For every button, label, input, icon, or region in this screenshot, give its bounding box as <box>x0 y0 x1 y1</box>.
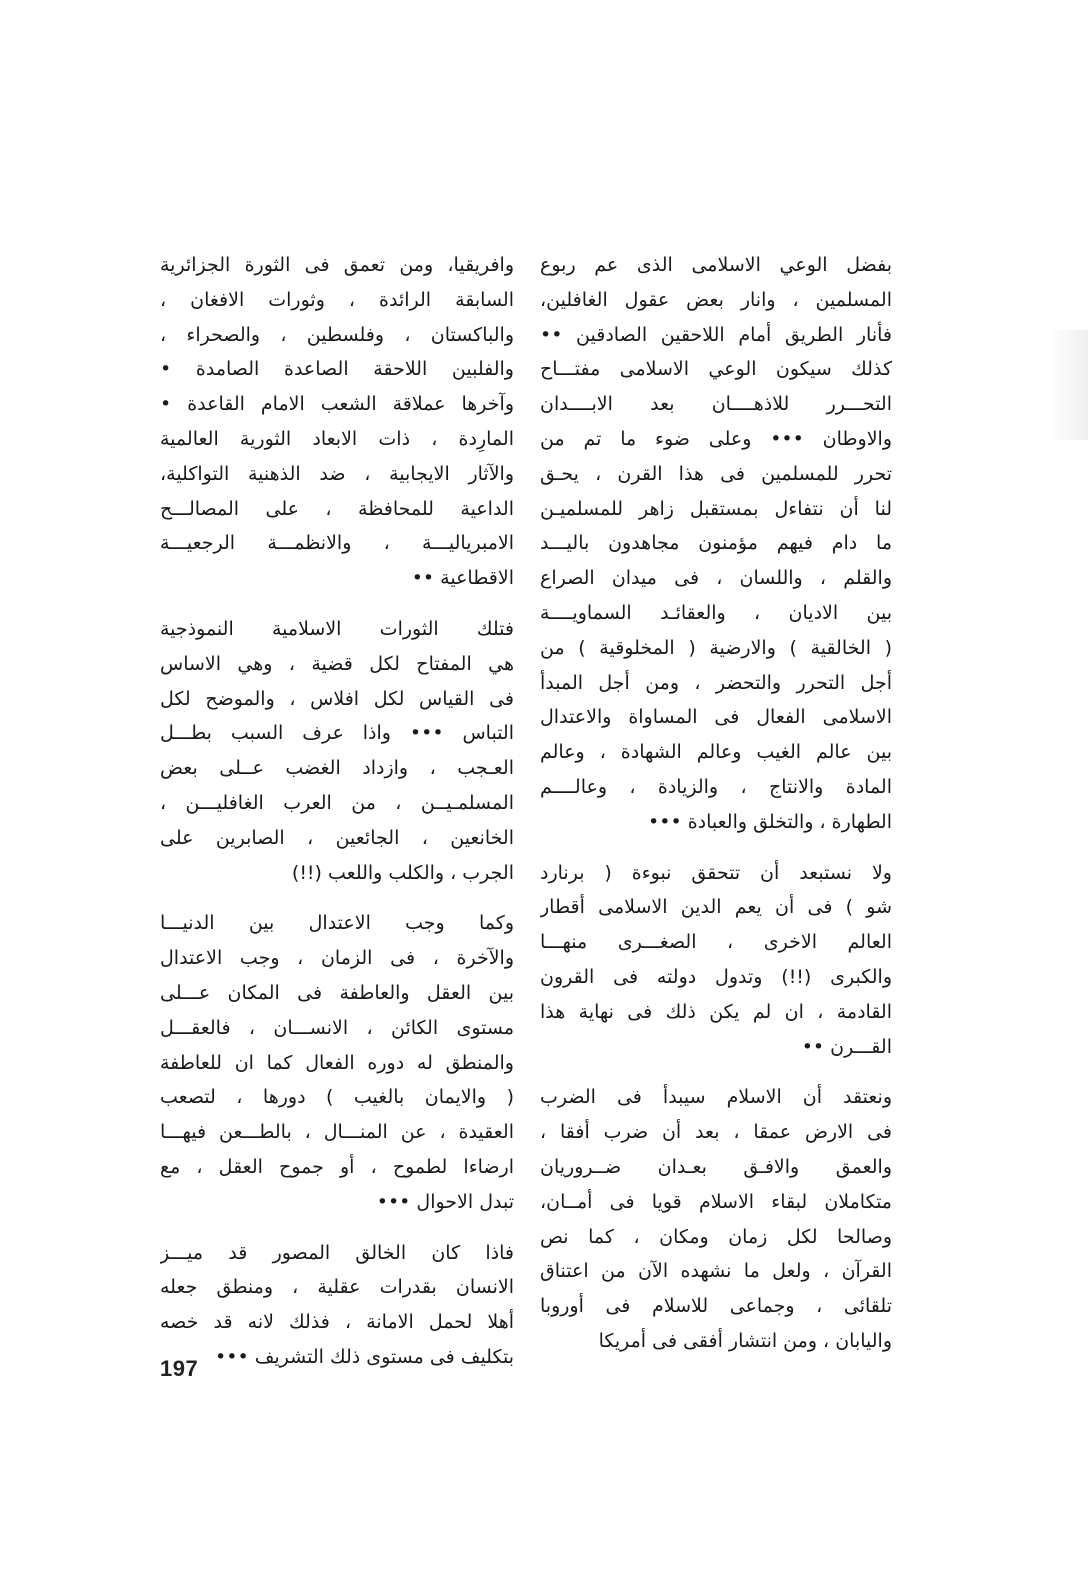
paragraph <box>160 612 514 890</box>
paragraph <box>160 1236 514 1375</box>
paragraph-gap <box>160 890 514 906</box>
text-line: العالم الاخرى ، الصغـــرى منهـــا <box>540 931 892 954</box>
text-line: شو ) فى أن يعم الدين الاسلامى أقطار <box>540 896 892 919</box>
text-line: لنا أن نتفاءل بمستقبل زاهر للمسلميـن <box>540 497 892 520</box>
text-line: الاقطاعية •• <box>411 567 514 590</box>
text-line: السابقة الرائدة ، وثورات الافغان ، <box>160 288 514 311</box>
text-line: والآثار الايجابية ، ضد الذهنية التواكلية، <box>160 462 514 485</box>
text-line: المادة والانتاج ، والزيادة ، وعالــــم <box>540 775 892 798</box>
text-line: كذلك سيكون الوعي الاسلامى مفتـــاح <box>540 358 892 381</box>
text-line: بتكليف فى مستوى ذلك التشريف ••• <box>215 1345 514 1368</box>
paragraph <box>160 248 514 596</box>
text-line: ونعتقد أن الاسلام سيبدأ فى الضرب <box>540 1086 892 1109</box>
text-line: بين الاديان ، والعقائـد السماويــــة <box>540 601 892 624</box>
paragraph-gap <box>540 1064 892 1080</box>
text-line: التباس ••• واذا عرف السبب بطـــل <box>160 722 514 745</box>
text-line: تحرر للمسلمين فى هذا القرن ، يحـق <box>540 462 892 485</box>
text-line: فى القياس لكل افلاس ، والموضح لكل <box>160 687 514 710</box>
text-line: ( الخالقية ) والارضية ( المخلوقية ) من <box>540 636 892 659</box>
text-line: مستوى الكائن ، الانســـان ، فالعقـــل <box>160 1016 514 1039</box>
text-line: وافريقيا، ومن تعمق فى الثورة الجزائرية <box>160 254 514 276</box>
text-line: القرآن ، ولعل ما نشهده الآن من اعتناق <box>540 1260 892 1283</box>
text-line: هي المفتاح لكل قضية ، وهي الاساس <box>160 652 514 675</box>
text-line: والباكستان ، وفلسطين ، والصحراء ، <box>160 323 514 346</box>
paragraph <box>540 856 892 1065</box>
text-line: ارضاءا لطموح ، أو جموح العقل ، مع <box>160 1155 514 1178</box>
text-line: التحـــرر للاذهــــان بعد الابــــدان <box>540 393 892 416</box>
text-line: تبدل الاحوال ••• <box>376 1190 514 1213</box>
text-line: الانسان بقدرات عقلية ، ومنطق جعله <box>160 1276 514 1299</box>
text-line: المسلمـيــن ، من العرب الغافليـــن ، <box>160 791 514 814</box>
text-line: ولا نستبعد أن تتحقق نبوءة ( برنارد <box>540 861 892 884</box>
paragraph-gap <box>160 1220 514 1236</box>
text-line: والقلم ، واللسان ، فى ميدان الصراع <box>540 567 892 590</box>
text-line: وآخرها عملاقة الشعب الامام القاعدة • <box>160 393 514 416</box>
text-line: والعمق والافـق بعـدان ضــروريان <box>540 1155 892 1178</box>
text-line: الامبرياليـــة ، والانظمـــة الرجعيـــة <box>160 532 514 555</box>
paragraph <box>540 1080 892 1358</box>
text-line: الخانعين ، الجائعين ، الصابرين على <box>160 826 514 849</box>
text-line: الداعية للمحافظة ، على المصالـــح <box>160 497 514 520</box>
text-line: تلقائى ، وجماعى للاسلام فى أوروبا <box>540 1295 892 1318</box>
page-edge-shadow <box>1048 330 1088 440</box>
text-line: متكاملان لبقاء الاسلام قويا فى أمــان، <box>540 1190 892 1213</box>
text-line: العـجب ، وازداد الغضب عــلى بعض <box>160 757 514 780</box>
text-line: بفضل الوعي الاسلامى الذى عم ربوع <box>540 254 892 276</box>
text-line: المارِدة ، ذات الابعاد الثورية العالمية <box>160 427 514 450</box>
text-line: فتلك الثورات الاسلامية النموذجية <box>160 617 514 640</box>
text-line: والفلبين اللاحقة الصاعدة الصامدة • <box>160 358 514 381</box>
right-column <box>540 248 892 1359</box>
text-line: القـــرن •• <box>801 1035 892 1058</box>
text-line: بين عالم الغيب وعالم الشهادة ، وعالم <box>540 741 892 764</box>
text-line: والكبرى (!!) وتدول دولته فى القرون <box>540 965 892 988</box>
text-line: والمنطق له دوره الفعال كما ان للعاطفة <box>160 1051 514 1074</box>
text-line: ما دام فيهم مؤمنون مجاهدون باليـــد <box>540 532 892 555</box>
text-line: وكما وجب الاعتدال بين الدنيـــا <box>160 912 514 935</box>
paragraph-gap <box>160 596 514 612</box>
text-line: أهلا لحمل الامانة ، فذلك لانه قد خصه <box>160 1311 514 1334</box>
text-line: وصالحا لكل زمان ومكان ، كما نص <box>540 1225 892 1248</box>
text-line: الاسلامى الفعال فى المساواة والاعتدال <box>540 706 892 729</box>
paragraph <box>160 906 514 1219</box>
text-line: المسلمين ، وانار بعض عقول الغافلين، <box>540 288 892 311</box>
text-line: بين العقل والعاطفة فى المكان عـــلى <box>160 981 514 1004</box>
text-line: ( والايمان بالغيب ) دورها ، لتصعب <box>160 1086 514 1109</box>
text-line: الطهارة ، والتخلق والعبادة ••• <box>648 810 892 833</box>
text-line: والاوطان ••• وعلى ضوء ما تم من <box>540 427 892 450</box>
text-line: فأنار الطريق أمام اللاحقين الصادقين •• <box>540 323 892 346</box>
text-line: الجرب ، والكلب واللعب (!!) <box>291 861 514 884</box>
page-number: 197 <box>160 1356 199 1381</box>
text-line: العقيدة ، عن المنـــال ، بالطـــعن فيهـــا <box>160 1121 514 1144</box>
paragraph <box>540 248 892 840</box>
text-line: والآخرة ، فى الزمان ، وجب الاعتدال <box>160 947 514 970</box>
text-line: أجل التحرر والتحضر ، ومن أجل المبدأ <box>540 671 892 694</box>
left-column <box>160 248 514 1375</box>
text-line: القادمة ، ان لم يكن ذلك فى نهاية هذا <box>540 1000 892 1023</box>
text-line: فى الارض عمقا ، بعد أن ضرب أفقا ، <box>540 1121 892 1144</box>
paragraph-gap <box>540 840 892 856</box>
text-line: واليابان ، ومن انتشار أفقى فى أمريكا <box>598 1329 892 1352</box>
text-line: فاذا كان الخالق المصور قد ميـــز <box>160 1241 514 1264</box>
